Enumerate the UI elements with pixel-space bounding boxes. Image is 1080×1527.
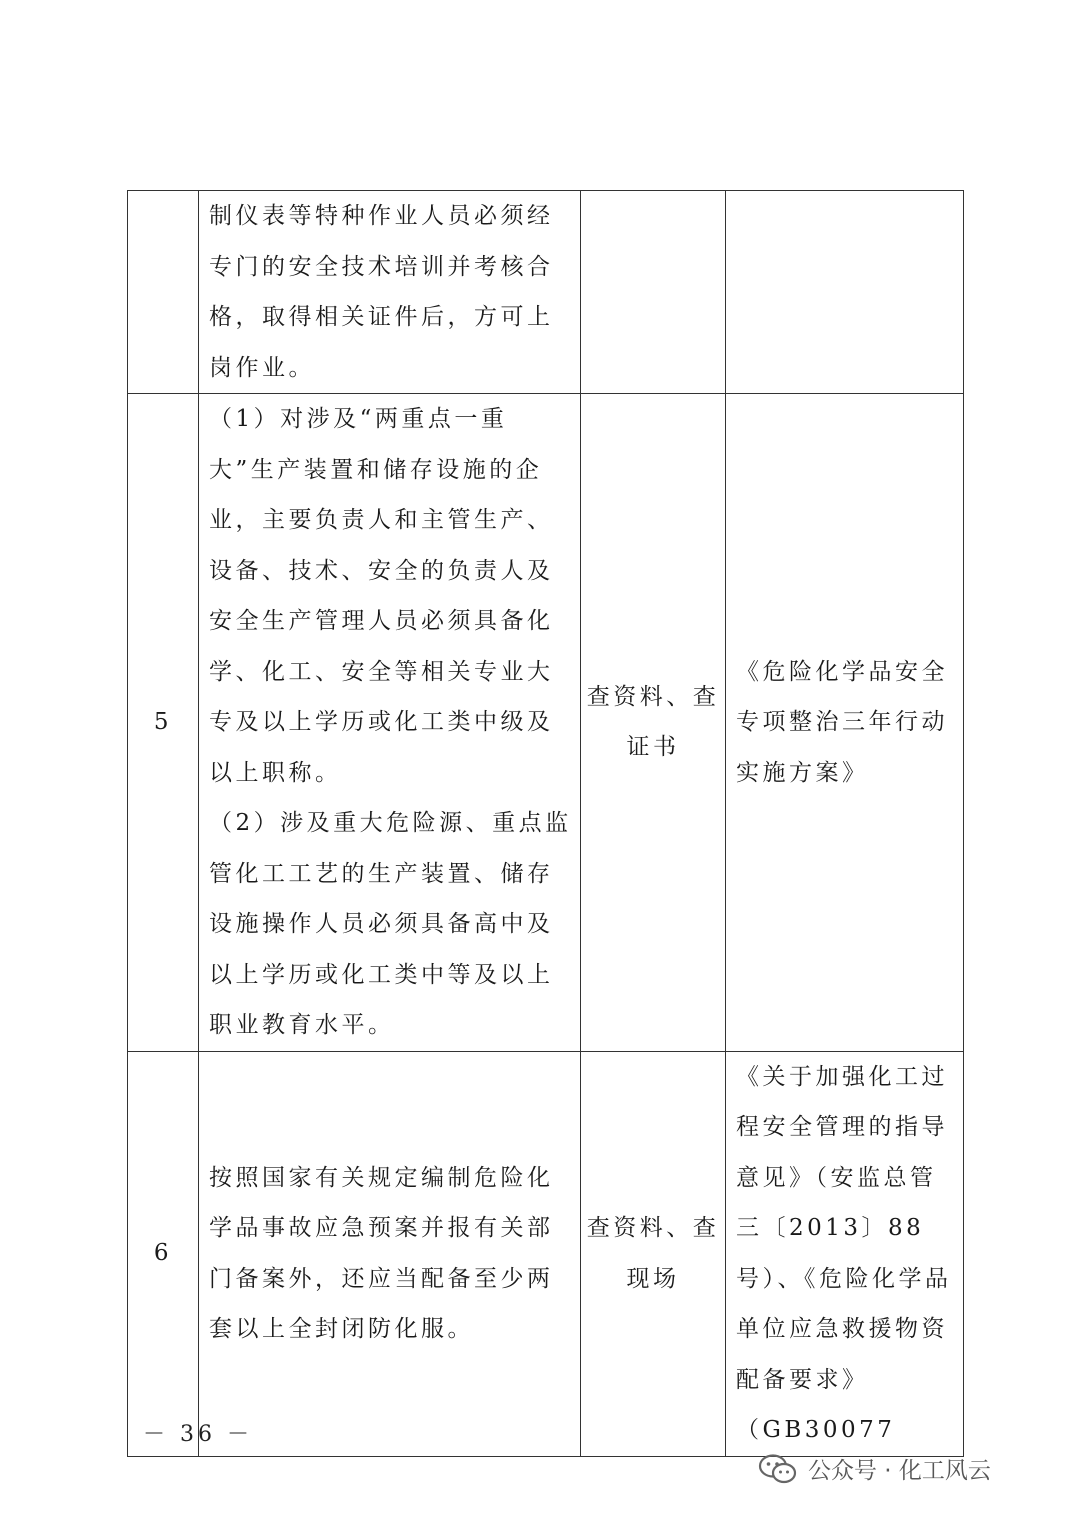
requirement-cell — [199, 191, 581, 394]
requirement-paragraph-1: （1）对涉及“两重点一重大”生产装置和储存设施的企业，主要负责人和主管生产、设备、技术、安全的负责人及安全生产管理人员必须具备化学、化工、安全等相关专业大专及以上学历或化工类中级及以上职称。 — [209, 406, 554, 786]
check-method-cell — [581, 191, 726, 394]
watermark — [758, 1452, 991, 1485]
table-row — [128, 394, 964, 1052]
wechat-icon — [758, 1453, 798, 1485]
table-row — [128, 191, 964, 394]
basis-cell: 《危险化学品安全专项整治三年行动实施方案》 — [726, 394, 964, 1052]
requirement-cell — [199, 394, 581, 1052]
basis-cell: 《关于加强化工过程安全管理的指导意见》（安监总管三〔2013〕88号）、《危险化学品单位应急救援物资配备要求》（GB30077 — [726, 1051, 964, 1456]
requirement-text: 制仪表等特种作业人员必须经专门的安全技术培训并考核合格，取得相关证件后，方可上岗作业。 — [209, 203, 554, 381]
requirement-cell — [199, 1051, 581, 1456]
item-number: 5 — [128, 394, 199, 1052]
basis-cell — [726, 191, 964, 394]
item-number — [128, 191, 199, 394]
watermark-text: 公众号 · 化工风云 — [808, 1458, 991, 1484]
item-number: 6 — [128, 1051, 199, 1456]
inspection-table — [127, 190, 964, 1457]
page-number: － 36 － — [143, 1422, 253, 1447]
table-row — [128, 1051, 964, 1456]
requirement-paragraph-2: （2）涉及重大危险源、重点监管化工工艺的生产装置、储存设施操作人员必须具备高中及以上学历或化工类中等及以上职业教育水平。 — [209, 810, 572, 1038]
check-method-cell: 查资料、查证书 — [581, 394, 726, 1052]
check-method-cell: 查资料、查现场 — [581, 1051, 726, 1456]
requirement-text: 按照国家有关规定编制危险化学品事故应急预案并报有关部门备案外，还应当配备至少两套以上全封闭防化服。 — [209, 1164, 554, 1342]
